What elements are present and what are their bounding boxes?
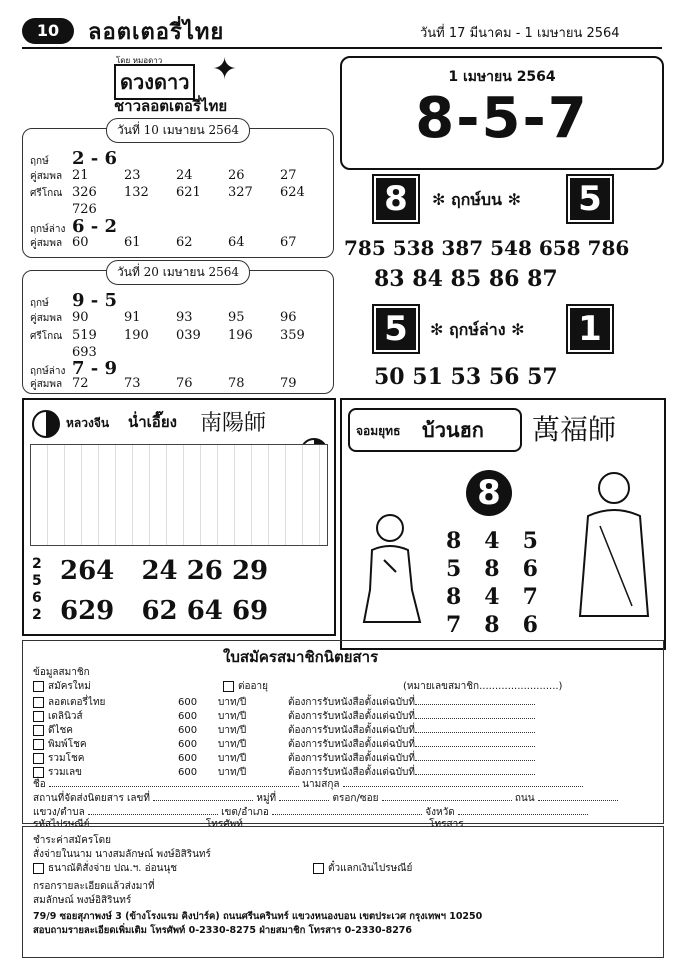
- header-divider: [22, 47, 662, 49]
- item-unit: บาท/ปี: [218, 697, 247, 708]
- side-digits: 2562: [32, 556, 42, 623]
- lower-line1: 50 51 53 56 57: [374, 364, 558, 390]
- upper-line2: 83 84 85 86 87: [374, 266, 558, 292]
- grid-row-4: 7 8 6: [446, 612, 538, 638]
- result-number: 8-5-7: [415, 86, 589, 151]
- member-number: (หมายเลขสมาชิก.........................): [403, 681, 563, 692]
- magazine-title: ลอตเตอรี่ไทย: [88, 20, 225, 45]
- monk2-prefix: จอมยุทธ: [356, 424, 401, 438]
- money-order-option[interactable]: ธนาณัติสั่งจ่าย ปณ.ฯ. อ่อนนุช: [33, 861, 177, 876]
- item-name: ลอตเตอรี่ไทย: [48, 697, 106, 708]
- kneeling-man-figure: [350, 510, 430, 630]
- star-icon: ✦: [212, 52, 238, 87]
- result-box: [340, 56, 664, 170]
- issue-dates: วันที่ 17 มีนาคม - 1 เมษายน 2564: [420, 26, 620, 41]
- renew-checkbox[interactable]: [223, 681, 234, 692]
- item-want: ต้องการรับหนังสือตั้งแต่ฉบับที่: [288, 739, 415, 750]
- block1-row3: ศรีโกณ 326 132 621 327 624: [30, 185, 305, 200]
- item-want: ต้องการรับหนังสือตั้งแต่ฉบับที่: [288, 753, 415, 764]
- lower-label: ✻ ฤกษ์ล่าง ✻: [430, 320, 525, 339]
- item-price: 600: [178, 697, 198, 708]
- result-date: 1 เมษายน 2564: [448, 69, 556, 85]
- address-line[interactable]: สถานที่จัดส่งนิตยสาร เลขที่ หมู่ที่ ตรอก/ซอย ถนน: [33, 791, 618, 806]
- block1-row4: ฤกษ์ล่าง 6 - 2: [30, 216, 118, 237]
- lower-right-digit: 1: [566, 304, 614, 354]
- item-unit: บาท/ปี: [218, 711, 247, 722]
- grid-row-3: 8 4 7: [446, 584, 538, 610]
- subscription-form: [22, 640, 664, 830]
- circle-digit: 8: [466, 470, 512, 516]
- postal-note-option[interactable]: ตั๋วแลกเงินไปรษณีย์: [313, 861, 412, 876]
- item-unit: บาท/ปี: [218, 739, 247, 750]
- logo-title: ดวงดาว: [114, 64, 195, 100]
- item-unit: บาท/ปี: [218, 753, 247, 764]
- subscription-item[interactable]: [33, 709, 535, 724]
- monk-figure: [570, 466, 660, 636]
- upper-left-digit: 8: [372, 174, 420, 224]
- page-number: 10: [22, 18, 74, 44]
- renew-option[interactable]: ต่ออายุ: [223, 679, 268, 694]
- contact-info: สอบถามรายละเอียดเพิ่มเติม โทรศัพท์ 0-2330-8275 ฝ่ายสมาชิก โทรสาร 0-2330-8276: [33, 925, 413, 936]
- payee: สั่งจ่ายในนาม นางสมลักษณ์ พงษ์อิสิรินทร์: [33, 849, 211, 860]
- monk-nam-eang-panel: [22, 398, 336, 636]
- item-want: ต้องการรับหนังสือตั้งแต่ฉบับที่: [288, 725, 415, 736]
- form-title: ใบสมัครสมาชิกนิตยสาร: [223, 648, 379, 666]
- pay-label: ชำระค่าสมัครโดย: [33, 835, 111, 846]
- block1-row5: คู่สมพล 60 61 62 64 67: [30, 235, 297, 250]
- new-member-checkbox[interactable]: [33, 681, 44, 692]
- item-checkbox[interactable]: [33, 753, 44, 764]
- postal-note-checkbox[interactable]: [313, 863, 324, 874]
- payment-section: [22, 826, 664, 958]
- item-price: 600: [178, 753, 198, 764]
- block2-row2: คู่สมพล 90 91 93 95 96: [30, 310, 297, 325]
- yin-yang-icon: [32, 410, 60, 438]
- item-price: 600: [178, 725, 198, 736]
- block1-date: วันที่ 10 เมษายน 2564: [106, 118, 250, 143]
- subscription-item[interactable]: [33, 723, 535, 738]
- upper-line1: 785 538 387 548 658 786: [344, 236, 630, 260]
- subscription-item[interactable]: [33, 695, 535, 710]
- subscription-item[interactable]: [33, 737, 535, 752]
- block2-row5: คู่สมพล 72 73 76 78 79: [30, 376, 297, 391]
- block2-row3b: 693: [72, 345, 97, 360]
- block1-row1: ฤกษ์ 2 - 6: [30, 148, 118, 169]
- item-name: ดีไชค: [48, 725, 73, 736]
- block2-row1: ฤกษ์ 9 - 5: [30, 290, 118, 311]
- item-name: รวมเลข: [48, 767, 82, 778]
- lower-left-digit: 5: [372, 304, 420, 354]
- grid-row-2: 5 8 6: [446, 556, 538, 582]
- monk1-name: น่ำเอี๊ยง: [128, 413, 177, 431]
- block1-row2: คู่สมพล 21 23 24 26 27: [30, 168, 297, 183]
- money-order-checkbox[interactable]: [33, 863, 44, 874]
- item-unit: บาท/ปี: [218, 725, 247, 736]
- item-want: ต้องการรับหนังสือตั้งแต่ฉบับที่: [288, 697, 415, 708]
- item-checkbox[interactable]: [33, 739, 44, 750]
- item-name: รวมโชค: [48, 753, 85, 764]
- address: 79/9 ซอยสุภาพงษ์ 3 (ข้างโรงแรม คิงปาร์ค) ถนนศรีนครินทร์ แขวงหนองบอน เขตประเวศ กรุงเทพฯ 10250: [33, 911, 483, 922]
- item-checkbox[interactable]: [33, 767, 44, 778]
- block2-row4: ฤกษ์ล่าง 7 - 9: [30, 358, 118, 379]
- send-label: กรอกรายละเอียดแล้วส่งมาที่: [33, 881, 155, 892]
- block1-row3b: 726: [72, 202, 97, 217]
- logo-subtitle: ชาวลอตเตอรี่ไทย: [114, 97, 228, 115]
- item-checkbox[interactable]: [33, 697, 44, 708]
- item-name: พิมพ์โชค: [48, 739, 87, 750]
- monk1-row2: 629 62 64 69: [60, 596, 269, 626]
- form-section: ข้อมูลสมาชิก: [33, 667, 90, 678]
- item-checkbox[interactable]: [33, 711, 44, 722]
- district-line[interactable]: แขวง/ตำบล เขต/อำเภอ จังหวัด: [33, 805, 588, 820]
- block2-row3: ศรีโกณ 519 190 039 196 359: [30, 328, 305, 343]
- upper-right-digit: 5: [566, 174, 614, 224]
- item-price: 600: [178, 711, 198, 722]
- monk1-prefix: หลวงจีน: [66, 416, 110, 430]
- grid-row-1: 8 4 5: [446, 528, 538, 554]
- contact-line[interactable]: รหัสไปรษณีย์ โทรศัพท์ โทรสาร: [33, 817, 587, 832]
- name-line[interactable]: ชื่อ นามสกุล: [33, 777, 583, 792]
- subscription-item[interactable]: [33, 751, 535, 766]
- logo-small-text: โดย หมอดาว: [116, 56, 163, 65]
- monk2-chinese: 萬福師: [532, 413, 617, 446]
- item-want: ต้องการรับหนังสือตั้งแต่ฉบับที่: [288, 767, 415, 778]
- jom-yut-buan-hok-panel: [340, 398, 666, 650]
- block2-date: วันที่ 20 เมษายน 2564: [106, 260, 250, 285]
- monk1-row1: 264 24 26 29: [60, 556, 269, 586]
- item-unit: บาท/ปี: [218, 767, 247, 778]
- item-price: 600: [178, 739, 198, 750]
- monk1-chinese: 南陽師: [200, 411, 267, 436]
- item-name: เดลินิวส์: [48, 711, 83, 722]
- item-price: 600: [178, 767, 198, 778]
- almanac-grid: [30, 444, 328, 546]
- item-checkbox[interactable]: [33, 725, 44, 736]
- item-want: ต้องการรับหนังสือตั้งแต่ฉบับที่: [288, 711, 415, 722]
- recipient: สมลักษณ์ พงษ์อิสิรินทร์: [33, 895, 132, 906]
- column-logo: [112, 52, 292, 118]
- new-member-option[interactable]: สมัครใหม่: [33, 679, 91, 694]
- monk2-name: บ้วนฮก: [422, 418, 484, 442]
- upper-label: ✻ ฤกษ์บน ✻: [432, 190, 521, 209]
